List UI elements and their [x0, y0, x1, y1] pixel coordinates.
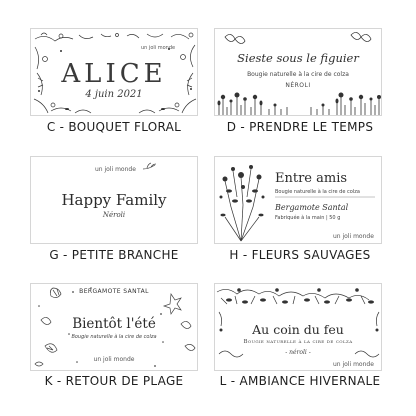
label-card-bouquet-floral[interactable] — [30, 28, 198, 116]
brand-name: un joli monde — [95, 166, 136, 173]
label-date: 4 juin 2021 — [85, 89, 143, 100]
scent-name: NÉROLI — [285, 82, 311, 89]
caption-fleurs-sauvages: H - FLEURS SAUVAGES — [229, 248, 371, 262]
label-title: Entre amis — [275, 171, 348, 186]
scent-name: Bergamote Santal — [275, 203, 349, 212]
label-card-ambiance-hivernale[interactable] — [214, 283, 382, 371]
label-title: Happy Family — [61, 191, 167, 209]
label-subtitle: Bougie naturelle à la cire de colza — [247, 71, 349, 78]
label-subtitle: Bougie naturelle à la cire de colza — [275, 189, 360, 195]
caption-petite-branche: G - PETITE BRANCHE — [49, 248, 179, 262]
brand-name: un joli monde — [141, 45, 176, 51]
label-subtitle: Bougie naturelle à la cire de colza — [71, 334, 157, 340]
brand-name: un joli monde — [93, 356, 135, 363]
label-title: ALICE — [61, 59, 167, 89]
label-detail: Fabriquée à la main | 50 g — [275, 215, 341, 221]
label-card-retour-de-plage[interactable] — [30, 283, 198, 371]
scent-name: BERGAMOTE SANTAL — [79, 288, 149, 295]
label-card-petite-branche[interactable] — [30, 156, 198, 244]
label-title: Sieste sous le figuier — [237, 51, 359, 65]
brand-name: un joli monde — [333, 233, 374, 240]
caption-bouquet-floral: C - BOUQUET FLORAL — [46, 120, 182, 134]
label-subtitle: Bougie naturelle à la cire de colza — [243, 339, 353, 345]
caption-prendre-le-temps: D - PRENDRE LE TEMPS — [226, 120, 374, 134]
scent-name: - néroli - — [285, 349, 311, 356]
caption-retour-de-plage: K - RETOUR DE PLAGE — [44, 374, 184, 388]
caption-ambiance-hivernale: L - AMBIANCE HIVERNALE — [219, 374, 381, 388]
scent-name: Néroli — [102, 211, 126, 219]
label-card-prendre-le-temps[interactable] — [214, 28, 382, 116]
label-title: Au coin du feu — [252, 322, 344, 337]
label-title: Bientôt l'été — [72, 316, 156, 332]
label-card-fleurs-sauvages[interactable] — [214, 156, 382, 244]
brand-name: un joli monde — [333, 361, 374, 368]
